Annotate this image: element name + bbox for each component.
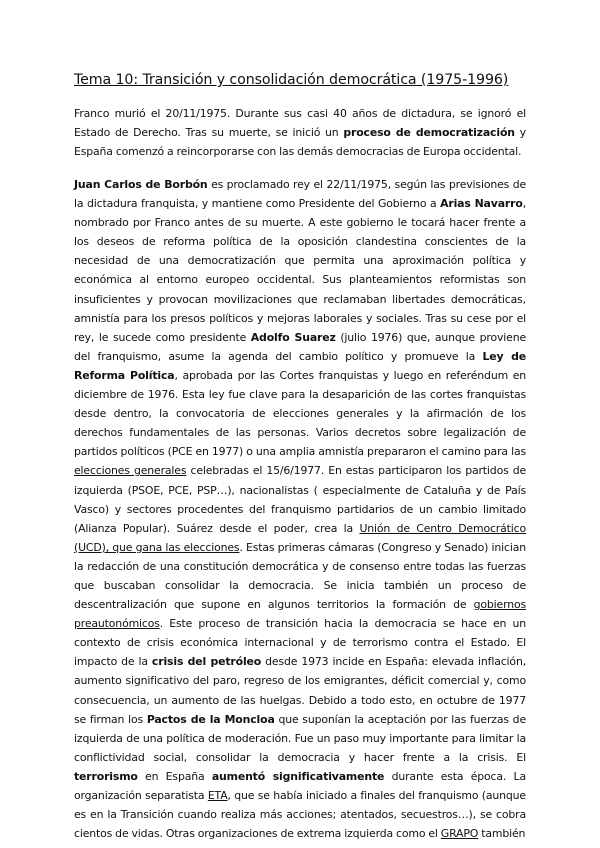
text-run: durante esta época. La organización separatista xyxy=(74,769,526,802)
underlined-term: gobiernos preautonómicos xyxy=(74,598,526,631)
text-run: también xyxy=(478,827,526,841)
bold-term: proceso de democratización xyxy=(343,126,515,140)
underlined-term: elecciones generales xyxy=(74,464,187,478)
underlined-term: Unión de Centro Democrático (UCD), que gana las elecciones xyxy=(74,521,526,554)
text-run: , nombrado por Franco antes de su muerte. A este gobierno le tocará hacer frente a los deseos de reforma política de la oposición clandestina conscientes de la necesidad de una democratización que permita una aproximación política y económica al entorno europeo occidental. Sus planteamientos reformistas son insuficientes y provocan movilizaciones que reclamaban libertades democráticas, amnistía para los presos políticos y mejoras laborales y sociales. Tras su cese por el rey, le sucede como presidente xyxy=(74,197,526,344)
bold-term: aumentó significativamente xyxy=(211,769,385,783)
bold-term: crisis del petróleo xyxy=(151,655,262,669)
paragraph-intro xyxy=(74,104,526,161)
text-run: es proclamado rey el 22/11/1975, según las previsiones de la dictadura franquista, y mantiene como Presidente del Gobierno a xyxy=(74,178,527,211)
underlined-term: ETA xyxy=(207,789,228,802)
bold-term: Pactos de la Moncloa xyxy=(146,712,275,726)
text-run: , aprobada por las Cortes franquistas y luego en referéndum en diciembre de 1976. Esta ley fue clave para la desaparición de las cortes franquistas desde dentro, la convocatoria de elecciones generales y la afirmación de los derechos fundamentales de las personas. Varios decretos sobre legalización de partidos políticos (PCE en 1977) o una amplia amnistía prepararon el camino para las xyxy=(74,368,527,459)
paragraph-transition xyxy=(74,175,526,843)
text-run: celebradas el 15/6/1977. En estas participaron los partidos de izquierda (PSOE, PCE, PSP…), nacionalistas ( especialmente de Cataluña y de País Vasco) y sectores procedentes del franquismo partidarios de un cambio limitado (Alianza Popular). Suárez desde el poder, crea la xyxy=(74,464,527,535)
text-run: . Estas primeras cámaras (Congreso y Senado) inician la redacción de una constitución democrática y de consenso entre todas las fuerzas que buscaban consolidar la democracia. Se inicia también un proceso de descentralización que supone en algunos territorios la formación de xyxy=(74,540,526,612)
bold-term: Adolfo Suarez xyxy=(250,330,336,344)
bold-term: Juan Carlos de Borbón xyxy=(74,178,208,191)
text-run: que suponían la aceptación por las fuerzas de izquierda de una política de moderación. Fue un paso muy importante para limitar la conflictividad social, consolidar la democracia y hacer frente a la crisis. El xyxy=(74,712,526,764)
text-run: , que se había iniciado a finales del franquismo (aunque es en la Transición cuando realiza más acciones; atentados, secuestros…), se cobra cientos de vidas. Otras organizaciones de extrema izquierda como el xyxy=(74,789,526,841)
text-run: . Este proceso de transición hacia la democracia se hace en un contexto de crisis económica internacional y de terrorismo contra el Estado. El impacto de la xyxy=(74,617,526,669)
bold-term: Arias Navarro xyxy=(440,197,523,211)
bold-term: terrorismo xyxy=(74,769,138,783)
text-run: y España comenzó a reincorporarse con las demás democracias de Europa occidental. xyxy=(74,126,526,159)
text-run: en España xyxy=(137,769,212,783)
page-title: Tema 10: Transición y consolidación democrática (1975-1996) xyxy=(74,72,509,88)
bold-term: Ley de Reforma Política xyxy=(74,349,527,382)
text-run: Franco murió el 20/11/1975. Durante sus casi 40 años de dictadura, se ignoró el Estado de Derecho. Tras su muerte, se inició un xyxy=(74,107,526,140)
text-run: (julio 1976) que, aunque proviene del franquismo, asume la agenda del cambio político y promueve la xyxy=(74,330,526,363)
underlined-term: GRAPO xyxy=(440,827,479,841)
text-run: desde 1973 incide en España: elevada inflación, aumento significativo del paro, regreso de los emigrantes, déficit comercial y, como consecuencia, un aumento de las huelgas. Debido a todo esto, en octubre de 1977 se firman los xyxy=(74,655,527,726)
